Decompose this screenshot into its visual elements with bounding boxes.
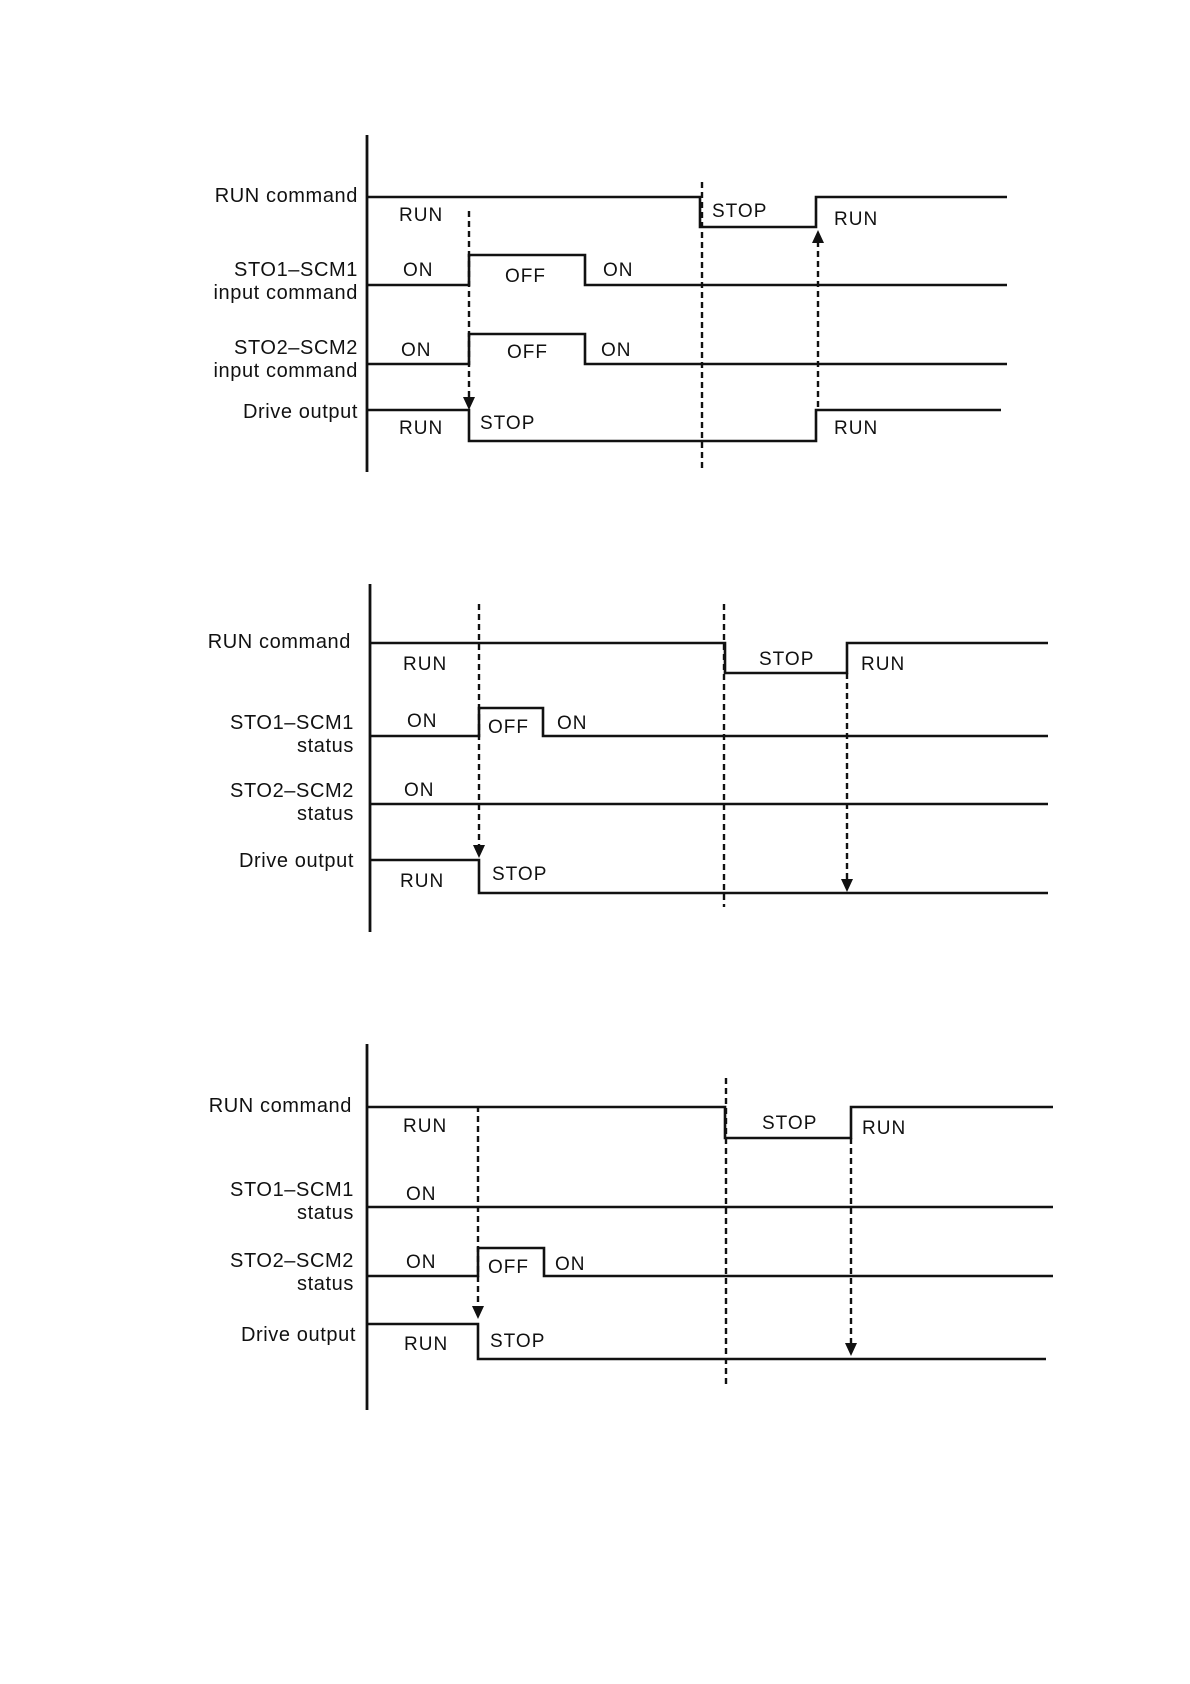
state-text: ON	[401, 340, 432, 361]
run-command-label: RUN command	[214, 185, 358, 207]
state-text: RUN	[403, 654, 448, 675]
sto1-label: STO1–SCM1	[230, 712, 354, 734]
arrow-down-icon	[463, 397, 475, 410]
state-text: OFF	[505, 266, 546, 287]
state-text: ON	[603, 260, 634, 281]
arrow-down-icon	[472, 1306, 484, 1319]
sto2-label: STO2–SCM2	[230, 780, 354, 802]
sto2-waveform	[367, 1248, 1053, 1276]
sto2-label: STO2–SCM2	[234, 337, 358, 359]
state-text: RUN	[400, 871, 445, 892]
sto1-label-sub: status	[297, 1202, 354, 1224]
sto1-label-sub: status	[297, 735, 354, 757]
run-command-waveform	[370, 643, 1048, 673]
sto2-label-sub: input command	[213, 360, 358, 382]
drive-output-waveform	[370, 860, 1048, 893]
drive-output-label: Drive output	[240, 1324, 356, 1346]
state-text: ON	[406, 1252, 437, 1273]
state-text: OFF	[488, 717, 529, 738]
sto1-label: STO1–SCM1	[230, 1179, 354, 1201]
state-text: STOP	[480, 413, 536, 434]
state-text: STOP	[762, 1113, 818, 1134]
state-text: RUN	[404, 1334, 449, 1355]
state-text: RUN	[834, 209, 879, 230]
state-text: ON	[555, 1254, 586, 1275]
sto2-label-sub: status	[297, 803, 354, 825]
state-text: ON	[403, 260, 434, 281]
state-text: RUN	[399, 205, 444, 226]
state-text: STOP	[492, 864, 548, 885]
state-text: STOP	[712, 201, 768, 222]
state-text: RUN	[861, 654, 906, 675]
run-command-label: RUN command	[207, 631, 351, 653]
timing-diagram-2	[208, 584, 1048, 932]
sto2-label-sub: status	[297, 1273, 354, 1295]
arrow-down-icon	[845, 1343, 857, 1356]
sto1-waveform	[367, 255, 1007, 285]
state-text: OFF	[507, 342, 548, 363]
run-command-waveform	[367, 1107, 1053, 1138]
timing-diagram-1	[213, 135, 1007, 472]
state-text: RUN	[834, 418, 879, 439]
state-text: RUN	[403, 1116, 448, 1137]
state-text: ON	[404, 780, 435, 801]
sto1-waveform	[370, 708, 1048, 736]
state-text: STOP	[759, 649, 815, 670]
run-command-label: RUN command	[208, 1095, 352, 1117]
drive-output-label: Drive output	[238, 850, 354, 872]
drive-output-waveform	[367, 1324, 1046, 1359]
arrow-down-icon	[841, 879, 853, 892]
state-text: STOP	[490, 1331, 546, 1352]
state-text: ON	[557, 713, 588, 734]
sto1-label-sub: input command	[213, 282, 358, 304]
arrow-up-icon	[812, 230, 824, 243]
state-text: ON	[406, 1184, 437, 1205]
sto1-label: STO1–SCM1	[234, 259, 358, 281]
timing-diagram-3	[209, 1044, 1053, 1410]
sto2-waveform	[367, 334, 1007, 364]
state-text: ON	[407, 711, 438, 732]
state-text: ON	[601, 340, 632, 361]
sto2-label: STO2–SCM2	[230, 1250, 354, 1272]
arrow-down-icon	[473, 845, 485, 858]
state-text: RUN	[399, 418, 444, 439]
state-text: RUN	[862, 1118, 907, 1139]
drive-output-label: Drive output	[242, 401, 358, 423]
run-command-waveform	[367, 197, 1007, 227]
drive-output-waveform	[367, 410, 1001, 441]
state-text: OFF	[488, 1257, 529, 1278]
